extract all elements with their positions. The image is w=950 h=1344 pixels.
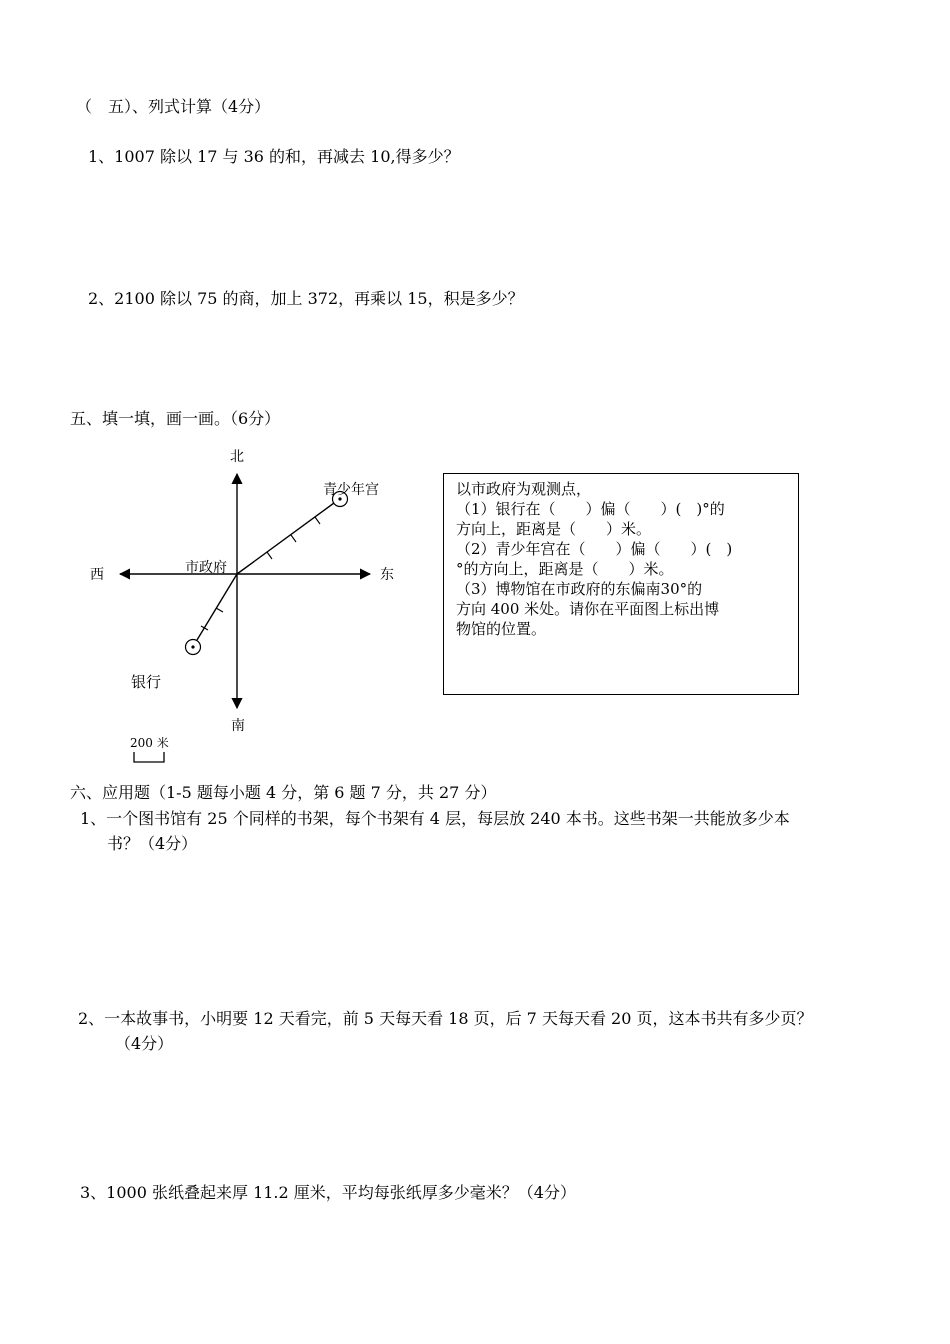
- question-6-2-continued: （4分）: [115, 1034, 174, 1053]
- west-label: 西: [90, 567, 104, 583]
- compass-diagram: [80, 440, 410, 780]
- origin-label: 市政府: [185, 560, 227, 576]
- youth-palace-label: 青少年宫: [323, 482, 379, 498]
- question-5-1: 1、1007 除以 17 与 36 的和，再减去 10,得多少？: [88, 147, 460, 166]
- bank-dot: [191, 645, 194, 648]
- bank-ray: [197, 574, 237, 640]
- box-line: （3）博物馆在市政府的东偏南30°的: [456, 580, 703, 598]
- scale-tick: [267, 552, 272, 559]
- scale-tick: [216, 608, 223, 612]
- fill-section-heading: 五、填一填，画一画。（6分）: [70, 409, 281, 428]
- question-6-2: 2、一本故事书，小明要 12 天看完，前 5 天每天看 18 页，后 7 天每天看 20 页，这本书共有多少页？: [78, 1009, 813, 1028]
- box-line: 方向 400 米处。请你在平面图上标出博: [456, 600, 720, 618]
- question-6-1-continued: 书？（4分）: [107, 834, 198, 853]
- bank-label: 银行: [131, 673, 162, 691]
- south-label: 南: [231, 718, 245, 734]
- youth-palace-ray: [237, 503, 334, 574]
- box-line: °的方向上，距离是（ ）米。: [456, 560, 674, 578]
- section6-heading: 六、应用题（1-5 题每小题 4 分，第 6 题 7 分，共 27 分）: [70, 783, 497, 802]
- box-line: （2）青少年宫在（ ）偏（ ）( ): [456, 540, 733, 558]
- box-line: 以市政府为观测点，: [456, 480, 592, 498]
- box-line: 物馆的位置。: [456, 620, 547, 638]
- box-line: （1）银行在（ ）偏（ ）( )°的: [456, 500, 725, 518]
- scale-bar: [134, 752, 164, 762]
- question-box: [443, 473, 799, 695]
- box-line: 方向上，距离是（ ）米。: [456, 520, 652, 538]
- scale-tick: [315, 517, 320, 524]
- question-6-3: 3、1000 张纸叠起来厚 11.2 厘米，平均每张纸厚多少毫米？（4分）: [80, 1183, 576, 1202]
- section5-heading: （ 五）、列式计算（4分）: [76, 97, 271, 116]
- north-label: 北: [230, 449, 244, 465]
- east-label: 东: [380, 567, 394, 583]
- scale-label: 200 米: [130, 736, 169, 750]
- question-5-2: 2、2100 除以 75 的商，加上 372，再乘以 15，积是多少？: [88, 289, 524, 308]
- question-6-1: 1、一个图书馆有 25 个同样的书架，每个书架有 4 层，每层放 240 本书。这些书架一共能放多少本: [80, 809, 790, 828]
- scale-tick: [291, 535, 296, 542]
